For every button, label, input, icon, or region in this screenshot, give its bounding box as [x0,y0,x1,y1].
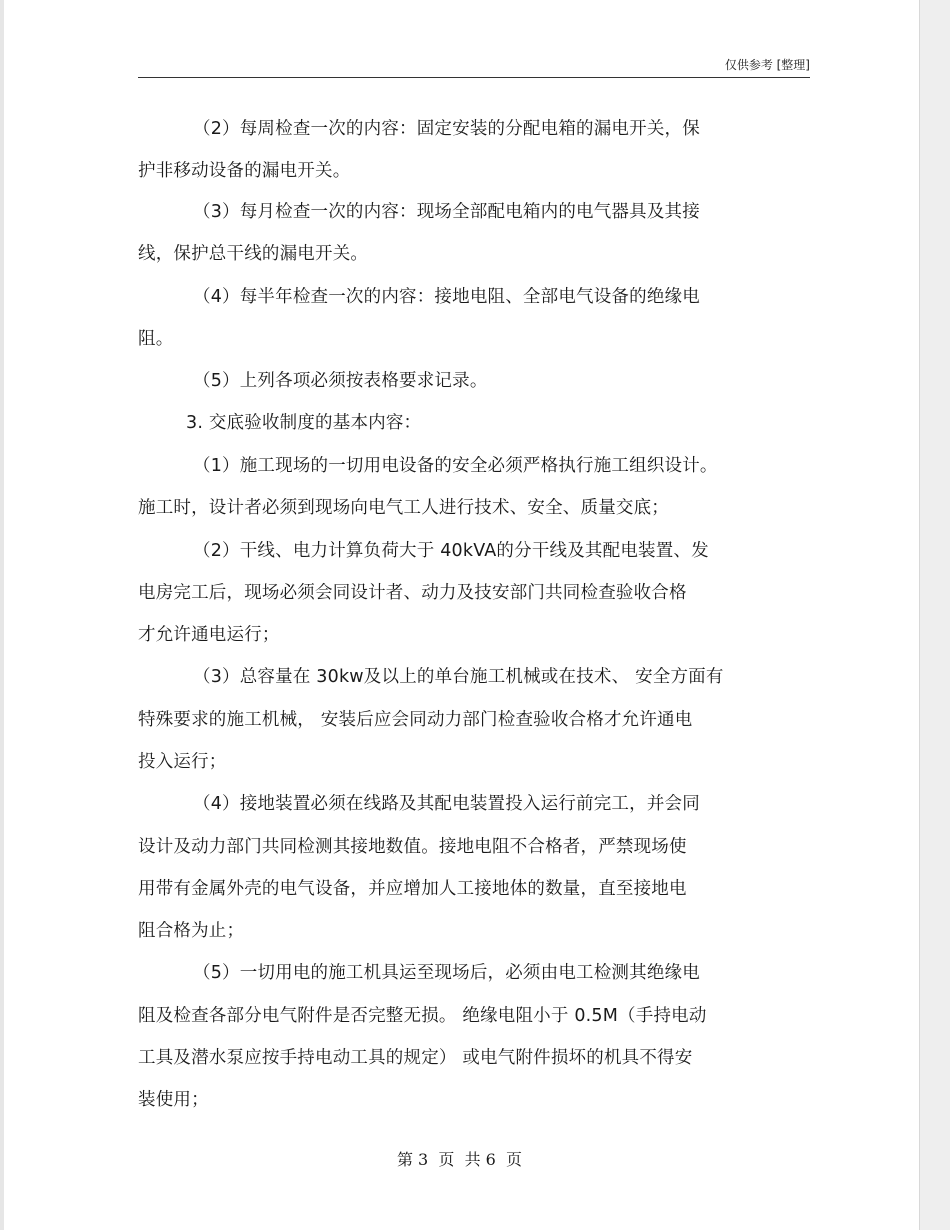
text-line: 阻。 [138,329,174,349]
section-heading: 3. 交底验收制度的基本内容： [186,413,422,433]
text-line: 护非移动设备的漏电开关。 [138,161,351,181]
header-rule [138,77,810,78]
text-line: 工具及潜水泵应按手持电动工具的规定） 或电气附件损坏的机具不得安 [138,1048,693,1068]
text-line: 才允许通电运行； [138,625,280,645]
text-line: （4）接地装置必须在线路及其配电装置投入运行前完工，并会同 [193,794,700,814]
text-line: （3）总容量在 30kw及以上的单台施工机械或在技术、 安全方面有 [193,667,724,687]
text-line: 装使用； [138,1090,209,1110]
text-line: 线，保护总干线的漏电开关。 [138,244,369,264]
text-line: 用带有金属外壳的电气设备，并应增加人工接地体的数量，直至接地电 [138,879,687,899]
text-line: 阻及检查各部分电气附件是否完整无损。 绝缘电阻小于 0.5M（手持电动 [138,1006,707,1026]
text-line: （2）每周检查一次的内容：固定安装的分配电箱的漏电开关，保 [193,119,700,139]
text-line: 施工时，设计者必须到现场向电气工人进行技术、安全、质量交底； [138,498,669,518]
page-number-footer: 第 3 页 共 6 页 [396,1150,523,1169]
text-line: 特殊要求的施工机械， 安装后应会同动力部门检查验收合格才允许通电 [138,710,693,730]
text-line: （5）上列各项必须按表格要求记录。 [193,371,488,391]
text-line: （2）干线、电力计算负荷大于 40kVA的分干线及其配电装置、发 [193,541,709,561]
text-line: 电房完工后，现场必须会同设计者、动力及技安部门共同检查验收合格 [138,583,687,603]
header-note: 仅供参考 [整理] [724,58,810,72]
text-line: 投入运行； [138,752,227,772]
text-line: 设计及动力部门共同检测其接地数值。接地电阻不合格者，严禁现场使 [138,837,687,857]
text-line: （1）施工现场的一切用电设备的安全必须严格执行施工组织设计。 [193,456,718,476]
text-line: （5）一切用电的施工机具运至现场后，必须由电工检测其绝缘电 [193,963,700,983]
text-line: （3）每月检查一次的内容：现场全部配电箱内的电气器具及其接 [193,202,700,222]
page-right-margin [919,0,950,1230]
text-line: （4）每半年检查一次的内容：接地电阻、全部电气设备的绝缘电 [193,287,700,307]
text-line: 阻合格为止； [138,921,245,941]
page-left-edge [0,0,4,1230]
